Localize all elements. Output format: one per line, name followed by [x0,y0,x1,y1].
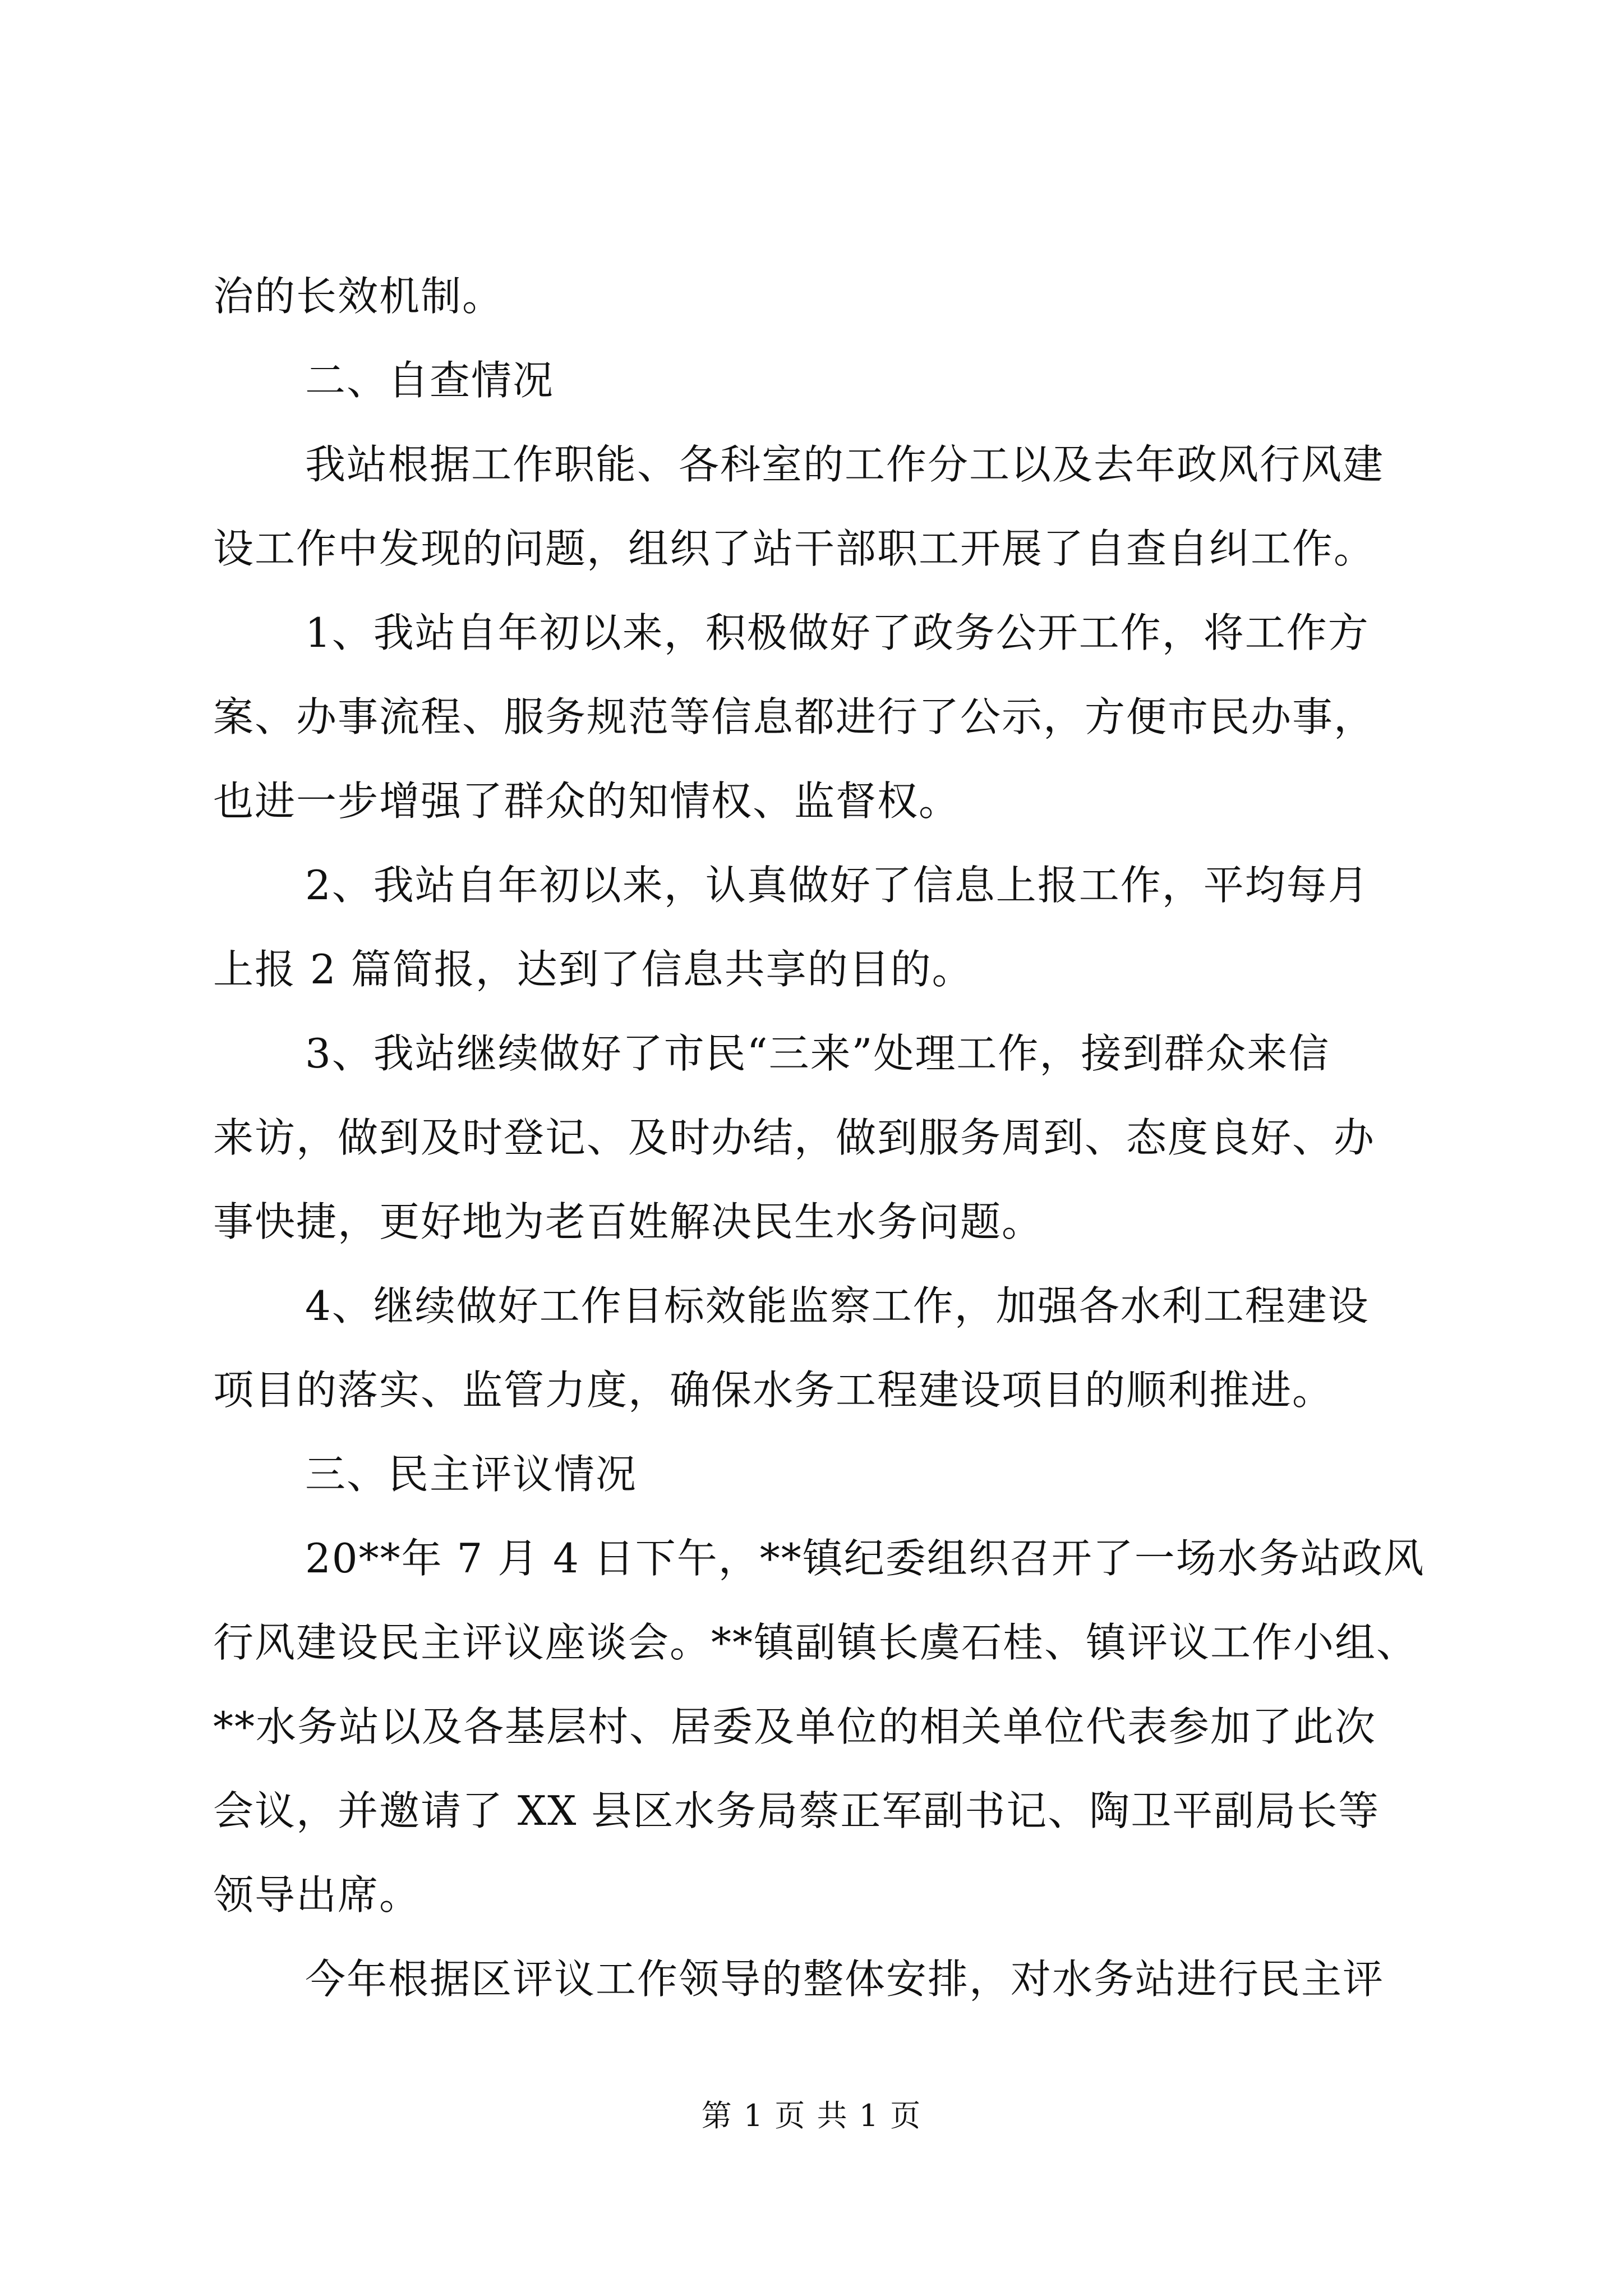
text-line: 3、我站继续做好了市民“三来”处理工作，接到群众来信 [305,1030,1330,1077]
section-heading: 二、自查情况 [305,357,555,404]
text-line: 项目的落实、监管力度，确保水务工程建设项目的顺利推进。 [213,1366,1334,1414]
text-line: 20**年 7 月 4 日下午，**镇纪委组织召开了一场水务站政风 [305,1535,1425,1582]
text-line: 我站根据工作职能、各科室的工作分工以及去年政风行风建 [305,441,1385,488]
text-line: 4、继续做好工作目标效能监察工作，加强各水利工程建设 [305,1282,1370,1329]
page-number-footer: 第 1 页 共 1 页 [701,2098,922,2133]
text-line: 事快捷，更好地为老百姓解决民生水务问题。 [213,1198,1044,1245]
text-line: 来访，做到及时登记、及时办结，做到服务周到、态度良好、办 [213,1114,1376,1161]
text-line: 领导出席。 [213,1871,421,1918]
section-heading: 三、民主评议情况 [305,1451,638,1498]
text-line: 会议，并邀请了 XX 县区水务局蔡正军副书记、陶卫平副局长等 [213,1787,1380,1834]
text-line: **水务站以及各基层村、居委及单位的相关单位代表参加了此次 [213,1703,1377,1750]
text-line: 上报 2 篇简报，达到了信息共享的目的。 [213,946,974,993]
text-line: 行风建设民主评议座谈会。**镇副镇长虞石桂、镇评议工作小组、 [213,1619,1418,1666]
text-line: 1、我站自年初以来，积极做好了政务公开工作，将工作方 [305,609,1370,656]
text-line: 也进一步增强了群众的知情权、监督权。 [213,777,961,825]
text-line: 2、我站自年初以来，认真做好了信息上报工作，平均每月 [305,862,1370,909]
text-line: 设工作中发现的问题，组织了站干部职工开展了自查自纠工作。 [213,525,1376,572]
text-line: 案、办事流程、服务规范等信息都进行了公示，方便市民办事， [213,693,1376,740]
text-line: 治的长效机制。 [213,273,504,320]
text-line: 今年根据区评议工作领导的整体安排，对水务站进行民主评 [305,1955,1385,2003]
